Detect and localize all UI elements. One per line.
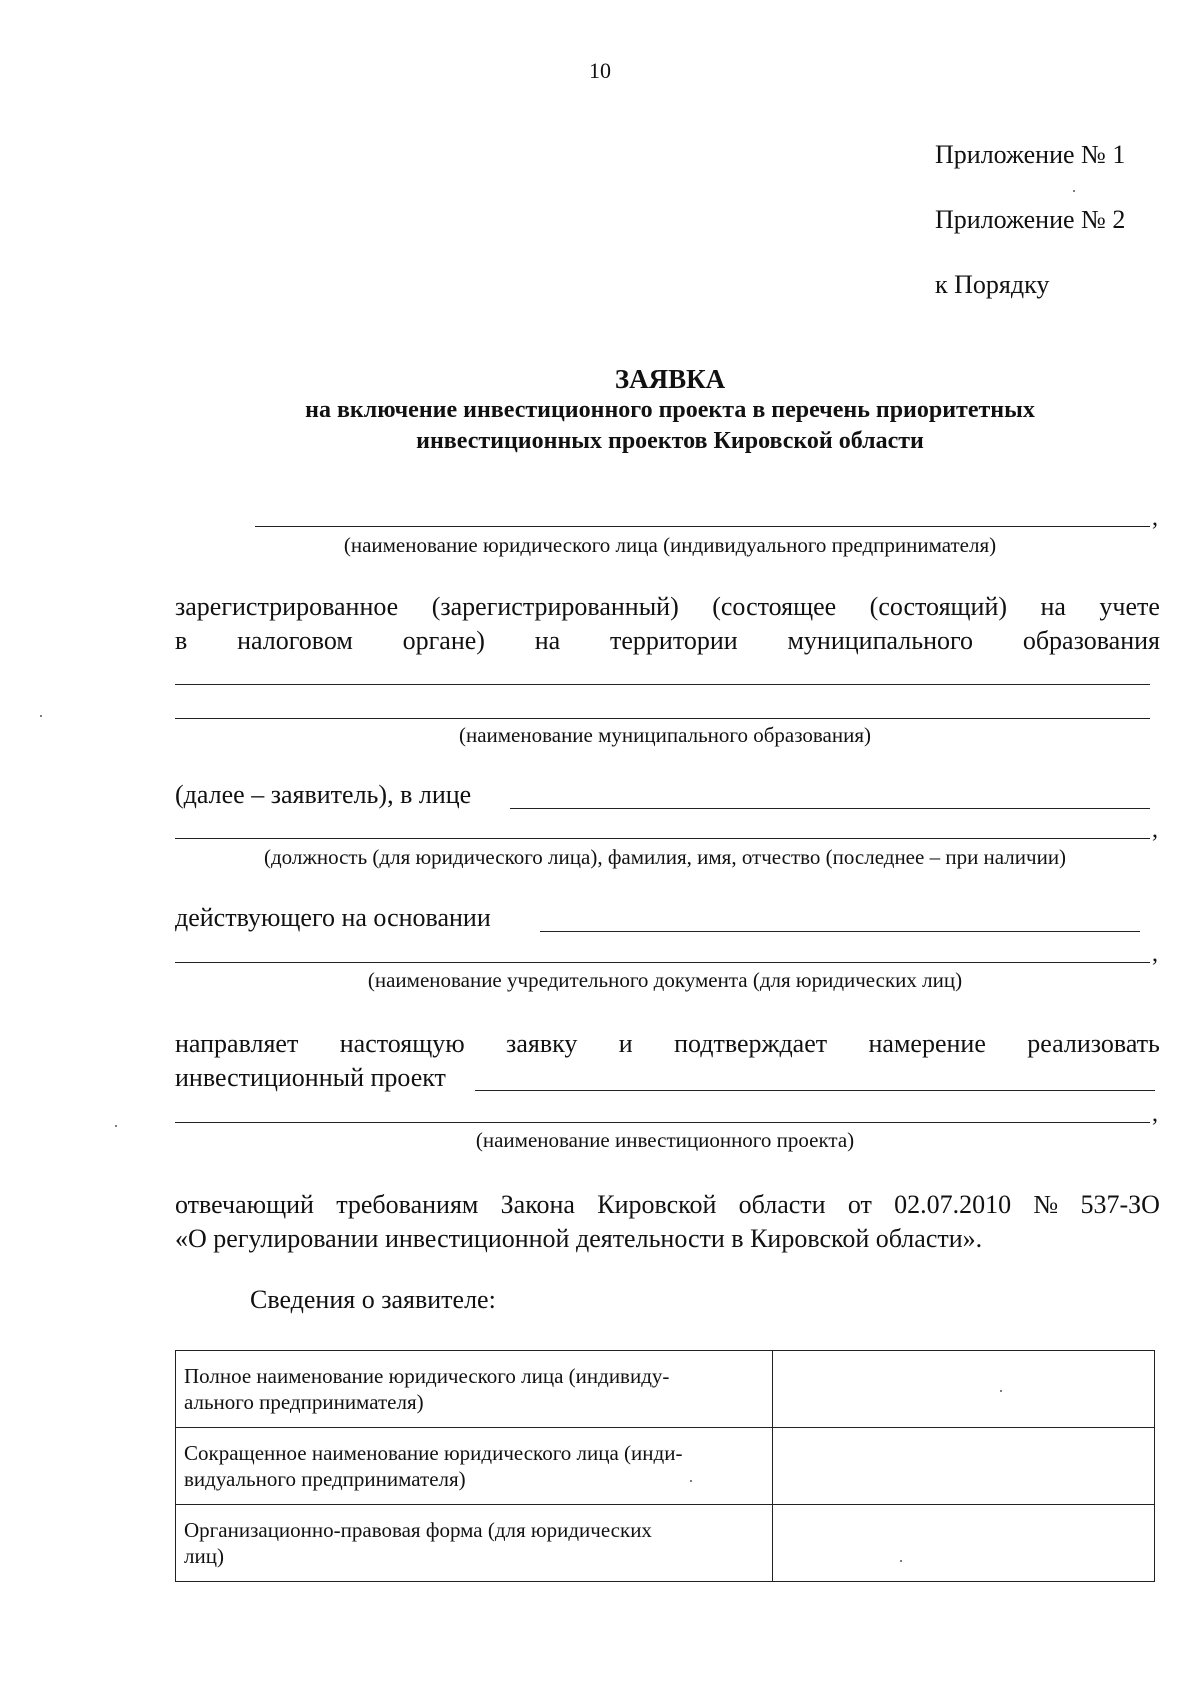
person-line-2[interactable]	[175, 838, 1150, 839]
justified-word: (зарегистрированный)	[431, 592, 679, 621]
label-line: Полное наименование юридического лица (индивиду-	[184, 1364, 670, 1388]
law-line-2: «О регулировании инвестиционной деятельности в Кировской области».	[175, 1224, 983, 1253]
comma-entity: ,	[1152, 505, 1158, 531]
appendix-line-3: к Порядку	[935, 270, 1050, 299]
page-number: 10	[589, 58, 611, 83]
scan-speck	[690, 1480, 692, 1482]
comma-person: ,	[1152, 817, 1158, 843]
justified-word: (состоящий)	[869, 592, 1008, 621]
acting-basis-label: действующего на основании	[175, 903, 491, 932]
justified-word: и	[618, 1029, 633, 1058]
table-value-cell[interactable]	[773, 1505, 1155, 1582]
table-row	[176, 1428, 1155, 1505]
label-line: Сокращенное наименование юридического лица (инди-	[184, 1441, 683, 1465]
caption-project: (наименование инвестиционного проекта)	[475, 1128, 855, 1152]
justified-word: №	[1033, 1190, 1059, 1219]
justified-word: налоговом	[237, 626, 353, 655]
project-line-1[interactable]	[475, 1090, 1155, 1091]
justified-word: в	[175, 626, 188, 655]
justified-word: на	[534, 626, 561, 655]
justified-word: образования	[1022, 626, 1160, 655]
caption-person: (должность (для юридического лица), фамилия, имя, отчество (последнее – при наличии)	[263, 845, 1067, 869]
label-line: лиц)	[184, 1544, 224, 1568]
document-title	[180, 364, 1160, 457]
justified-word: органе)	[402, 626, 485, 655]
justified-word: настоящую	[339, 1029, 465, 1058]
table-label-cell	[176, 1505, 773, 1582]
registered-row-2	[175, 626, 1160, 656]
justified-word: (состоящее	[712, 592, 837, 621]
registered-row-1	[175, 592, 1160, 622]
justified-word: Закона	[500, 1190, 575, 1219]
label-line: ального предпринимателя)	[184, 1390, 424, 1414]
table-row	[176, 1351, 1155, 1428]
comma-project: ,	[1152, 1101, 1158, 1127]
justified-word: территории	[610, 626, 738, 655]
justified-word: от	[847, 1190, 872, 1219]
justified-word: отвечающий	[175, 1190, 314, 1219]
appendix-line-1: Приложение № 1	[935, 140, 1126, 169]
justified-word: 537-ЗО	[1080, 1190, 1160, 1219]
scan-speck	[1073, 190, 1075, 192]
scan-speck	[115, 1125, 117, 1127]
scan-speck	[900, 1560, 902, 1562]
applicant-prefix: (далее – заявитель), в лице	[175, 780, 472, 809]
justified-word: требованиям	[336, 1190, 479, 1219]
justified-word: 02.07.2010	[894, 1190, 1012, 1219]
table-label-cell	[176, 1351, 773, 1428]
entity-name-line[interactable]	[255, 526, 1150, 527]
appendix-line-2: Приложение № 2	[935, 205, 1126, 234]
municipality-line-2[interactable]	[175, 718, 1150, 719]
justified-word: намерение	[868, 1029, 986, 1058]
table-value-cell[interactable]	[773, 1351, 1155, 1428]
scan-speck	[40, 715, 42, 717]
justified-word: на	[1040, 592, 1066, 621]
justified-word: Кировской	[597, 1190, 717, 1219]
caption-document: (наименование учредительного документа (для юридических лиц)	[367, 968, 963, 992]
caption-municipality: (наименование муниципального образования)	[458, 723, 872, 747]
municipality-line-1[interactable]	[175, 684, 1150, 685]
basis-line-2[interactable]	[175, 962, 1150, 963]
project-prefix: инвестиционный проект	[175, 1063, 446, 1092]
title-main: ЗАЯВКА	[614, 364, 726, 394]
law-line-1	[175, 1190, 1160, 1220]
scan-speck	[1000, 1390, 1002, 1392]
title-sub-1: на включение инвестиционного проекта в перечень приоритетных	[305, 397, 1035, 423]
table-label-cell	[176, 1428, 773, 1505]
label-line: видуального предпринимателя)	[184, 1467, 466, 1491]
justified-word: учете	[1099, 592, 1160, 621]
person-line-1[interactable]	[510, 808, 1150, 809]
label-line: Организационно-правовая форма (для юридических	[184, 1518, 652, 1542]
justified-word: зарегистрированное	[175, 592, 399, 621]
justified-word: заявку	[506, 1029, 578, 1058]
justified-word: области	[738, 1190, 826, 1219]
applicant-info-table	[175, 1350, 1155, 1582]
directs-row	[175, 1029, 1160, 1059]
justified-word: направляет	[175, 1029, 299, 1058]
table-row	[176, 1505, 1155, 1582]
justified-word: реализовать	[1027, 1029, 1160, 1058]
title-sub-2: инвестиционных проектов Кировской области	[416, 428, 924, 454]
basis-line-1[interactable]	[540, 931, 1140, 932]
table-value-cell[interactable]	[773, 1428, 1155, 1505]
comma-basis: ,	[1152, 941, 1158, 967]
justified-word: подтверждает	[674, 1029, 828, 1058]
caption-entity: (наименование юридического лица (индивидуального предпринимателя)	[343, 533, 997, 557]
applicant-info-heading: Сведения о заявителе:	[250, 1285, 496, 1314]
project-line-2[interactable]	[175, 1122, 1150, 1123]
justified-word: муниципального	[787, 626, 974, 655]
